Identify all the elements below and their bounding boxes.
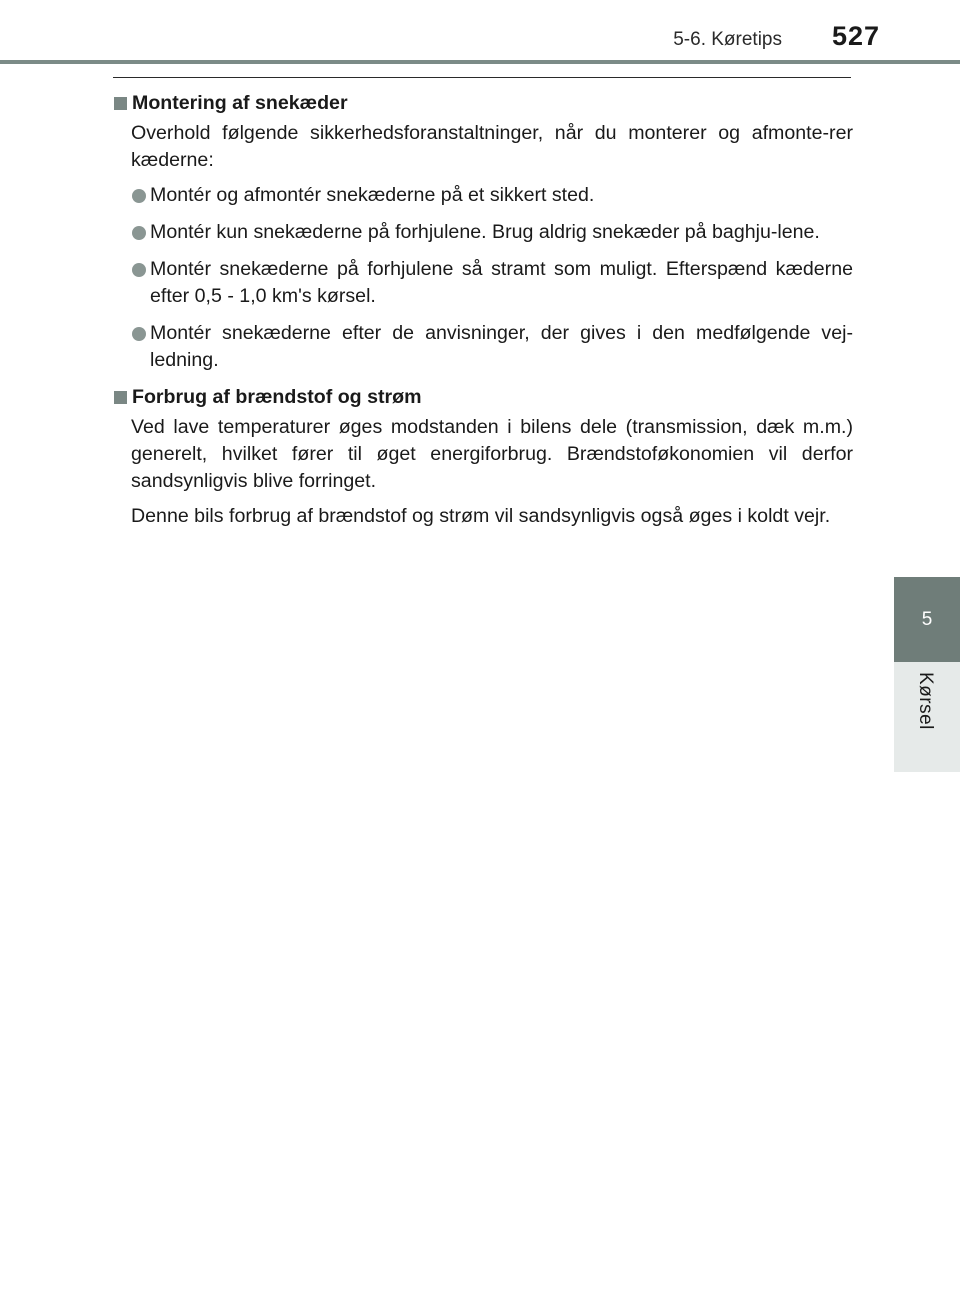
circle-bullet-icon bbox=[132, 263, 146, 277]
list-item-text: Montér snekæderne på forhjulene så stramt som muligt. Efterspænd kæderne efter 0,5 - 1,0 km's kørsel. bbox=[150, 258, 853, 307]
section-paragraph: Denne bils forbrug af brændstof og strøm vil sandsynligvis også øges i koldt vejr. bbox=[131, 505, 831, 527]
list-item bbox=[131, 320, 853, 374]
chapter-name: Kørsel bbox=[915, 672, 936, 730]
list-item bbox=[131, 182, 853, 209]
square-bullet-icon bbox=[114, 97, 127, 110]
section-title: Montering af snekæder bbox=[132, 92, 348, 114]
section-paragraph: Ved lave temperaturer øges modstanden i bilens dele (transmission, dæk m.m.) generelt, hvilket fører til øget energiforbrug. Brændstoføkonomien vil derfor sandsynligvis blive forringet. bbox=[131, 416, 853, 492]
page-content bbox=[113, 90, 853, 538]
list-item bbox=[131, 219, 853, 246]
circle-bullet-icon bbox=[132, 226, 146, 240]
bullet-list bbox=[113, 182, 853, 374]
section-reference: 5-6. Køretips bbox=[673, 29, 782, 50]
section-intro: Overhold følgende sikkerhedsforanstaltninger, når du monterer og afmonte-rer kæderne: bbox=[131, 122, 853, 171]
list-item-text: Montér og afmontér snekæderne på et sikkert sted. bbox=[150, 184, 595, 206]
section-heading-snow-chains bbox=[113, 90, 853, 117]
page-number: 527 bbox=[831, 21, 880, 51]
chapter-tab[interactable] bbox=[894, 577, 960, 662]
circle-bullet-icon bbox=[132, 327, 146, 341]
section-heading-fuel-consumption bbox=[113, 384, 853, 411]
content-top-rule bbox=[113, 77, 851, 78]
square-bullet-icon bbox=[114, 391, 127, 404]
list-item bbox=[131, 256, 853, 310]
section-title: Forbrug af brændstof og strøm bbox=[132, 386, 422, 408]
header-rule bbox=[0, 60, 960, 64]
list-item-text: Montér kun snekæderne på forhjulene. Brug aldrig snekæder på baghju-lene. bbox=[150, 221, 820, 243]
page-header bbox=[0, 0, 960, 70]
circle-bullet-icon bbox=[132, 189, 146, 203]
chapter-number: 5 bbox=[921, 608, 933, 630]
list-item-text: Montér snekæderne efter de anvisninger, der gives i den medfølgende vej-ledning. bbox=[150, 322, 853, 371]
